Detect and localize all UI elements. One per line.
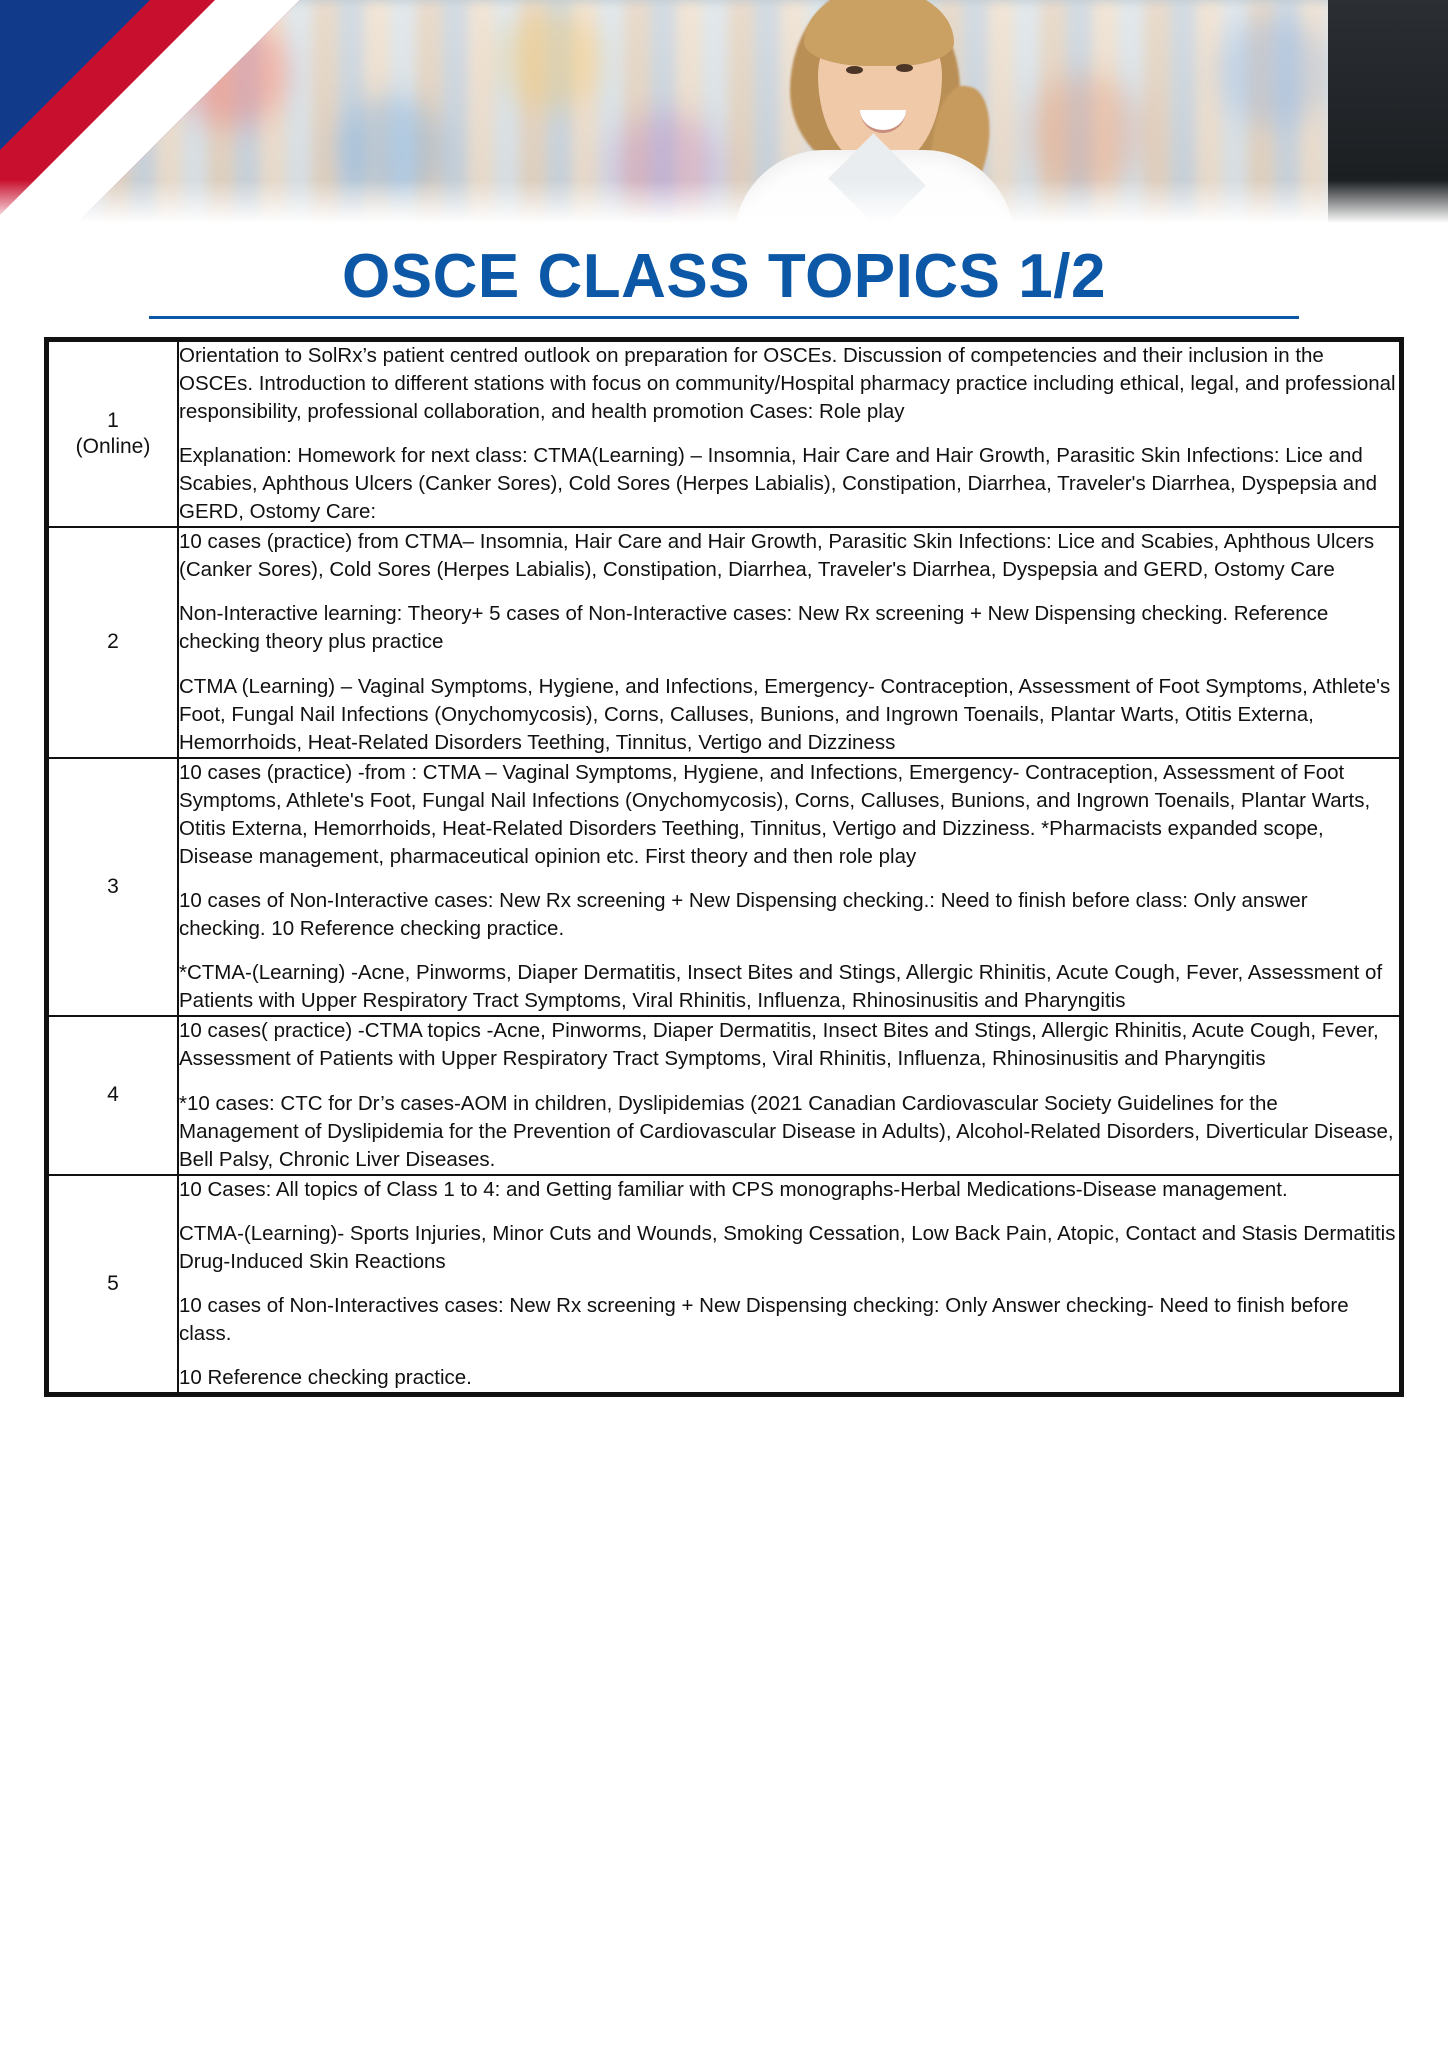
class-content-cell xyxy=(178,527,1400,758)
paragraph: Non-Interactive learning: Theory+ 5 cases of Non-Interactive cases: New Rx screening + New Dispensing checking. Reference checking theory plus practice xyxy=(179,602,1329,654)
paragraph: 10 cases (practice) -from : CTMA – Vaginal Symptoms, Hygiene, and Infections, Emergency- Contraception, Assessment of Foot Symptoms, Athlete's Foot, Fungal Nail Infections (Onychomycosis), Corns, Calluses, Bunions, and Ingrown Toenails, Plantar Warts, Otitis Externa, Hemorrhoids, Heat-Related Disorders Teething, Tinnitus, Vertigo and Dizziness. *Pharmacists expanded scope, Disease management, pharmaceutical opinion etc. First theory and then role play xyxy=(179,760,1371,868)
class-number-cell xyxy=(48,758,178,1017)
class-number-note: (Online) xyxy=(75,434,151,458)
class-number: 4 xyxy=(107,1083,119,1107)
paragraph: *CTMA-(Learning) -Acne, Pinworms, Diaper Dermatitis, Insect Bites and Stings, Allergic Rhinitis, Acute Cough, Fever, Assessment of Patients with Upper Respiratory Tract Symptoms, Viral Rhinitis, Influenza, Rhinosinusitis and Pharyngitis xyxy=(179,961,1383,1013)
table-row xyxy=(48,1175,1400,1393)
topics-table xyxy=(47,340,1401,1395)
class-content-cell xyxy=(178,758,1400,1017)
banner-fade xyxy=(0,180,1448,240)
class-number-cell xyxy=(48,1016,178,1174)
class-number: 1 xyxy=(107,408,119,432)
class-number: 2 xyxy=(107,630,119,654)
class-content-cell xyxy=(178,341,1400,527)
class-number-cell xyxy=(48,1175,178,1393)
paragraph: Orientation to SolRx’s patient centred outlook on preparation for OSCEs. Discussion of competencies and their inclusion in the OSCEs. Introduction to different stations with focus on community/Hospital pharmacy practice including ethical, legal, and professional responsibility, professional collaboration, and health promotion Cases: Role play xyxy=(179,343,1396,423)
title-section xyxy=(0,244,1448,325)
class-number: 5 xyxy=(107,1271,119,1295)
paragraph: 10 cases of Non-Interactives cases: New Rx screening + New Dispensing checking: Only Answer checking- Need to finish before class. xyxy=(179,1293,1349,1346)
eye-right-shape xyxy=(896,64,913,72)
class-content-cell xyxy=(178,1016,1400,1174)
class-content-cell xyxy=(178,1175,1400,1393)
paragraph: 10 Reference checking practice. xyxy=(179,1366,472,1390)
paragraph: 10 cases( practice) -CTMA topics -Acne, Pinworms, Diaper Dermatitis, Insect Bites and Stings, Allergic Rhinitis, Acute Cough, Fever, Assessment of Patients with Upper Respiratory Tract Symptoms, Viral Rhinitis, Influenza, Rhinosinusitis and Pharyngitis xyxy=(179,1019,1379,1071)
paragraph: CTMA (Learning) – Vaginal Symptoms, Hygiene, and Infections, Emergency- Contraception, Assessment of Foot Symptoms, Athlete's Foot, Fungal Nail Infections (Onychomycosis), Corns, Calluses, Bunions, and Ingrown Toenails, Plantar Warts, Otitis Externa, Hemorrhoids, Heat-Related Disorders Teething, Tinnitus, Vertigo and Dizziness xyxy=(179,674,1391,754)
header-banner xyxy=(0,0,1448,240)
eye-left-shape xyxy=(846,66,863,74)
table-row xyxy=(48,1016,1400,1174)
topics-table-wrapper xyxy=(44,337,1404,1398)
class-number: 3 xyxy=(107,874,119,898)
paragraph: 10 Cases: All topics of Class 1 to 4: and Getting familiar with CPS monographs-Herbal Medications-Disease management. xyxy=(179,1177,1288,1201)
paragraph: *10 cases: CTC for Dr’s cases-AOM in children, Dyslipidemias (2021 Canadian Cardiovascular Society Guidelines for the Management of Dyslipidemia for the Prevention of Cardiovascular Disease in Adults), Alcohol-Related Disorders, Diverticular Disease, Bell Palsy, Chronic Liver Diseases. xyxy=(179,1091,1394,1171)
table-row xyxy=(48,341,1400,527)
table-row xyxy=(48,758,1400,1017)
paragraph: CTMA-(Learning)- Sports Injuries, Minor Cuts and Wounds, Smoking Cessation, Low Back Pain, Atopic, Contact and Stasis Dermatitis Drug-Induced Skin Reactions xyxy=(179,1221,1396,1273)
paragraph: 10 cases of Non-Interactive cases: New Rx screening + New Dispensing checking.: Need to finish before class: Only answer checking. 10 Reference checking practice. xyxy=(179,889,1308,941)
page-title: OSCE CLASS TOPICS 1/2 xyxy=(342,242,1106,311)
title-underline xyxy=(149,316,1299,319)
table-row xyxy=(48,527,1400,758)
paragraph: Explanation: Homework for next class: CTMA(Learning) – Insomnia, Hair Care and Hair Growth, Parasitic Skin Infections: Lice and Scabies, Aphthous Ulcers (Canker Sores), Cold Sores (Herpes Labialis), Constipation, Diarrhea, Traveler's Diarrhea, Dyspepsia and GERD, Ostomy Care: xyxy=(179,443,1378,524)
class-number-cell xyxy=(48,341,178,527)
paragraph: 10 cases (practice) from CTMA– Insomnia, Hair Care and Hair Growth, Parasitic Skin Infections: Lice and Scabies, Aphthous Ulcers (Canker Sores), Cold Sores (Herpes Labialis), Constipation, Diarrhea, Traveler's Diarrhea, Dyspepsia and GERD, Ostomy Care xyxy=(179,530,1375,582)
fringe-shape xyxy=(804,0,954,66)
class-number-cell xyxy=(48,527,178,758)
